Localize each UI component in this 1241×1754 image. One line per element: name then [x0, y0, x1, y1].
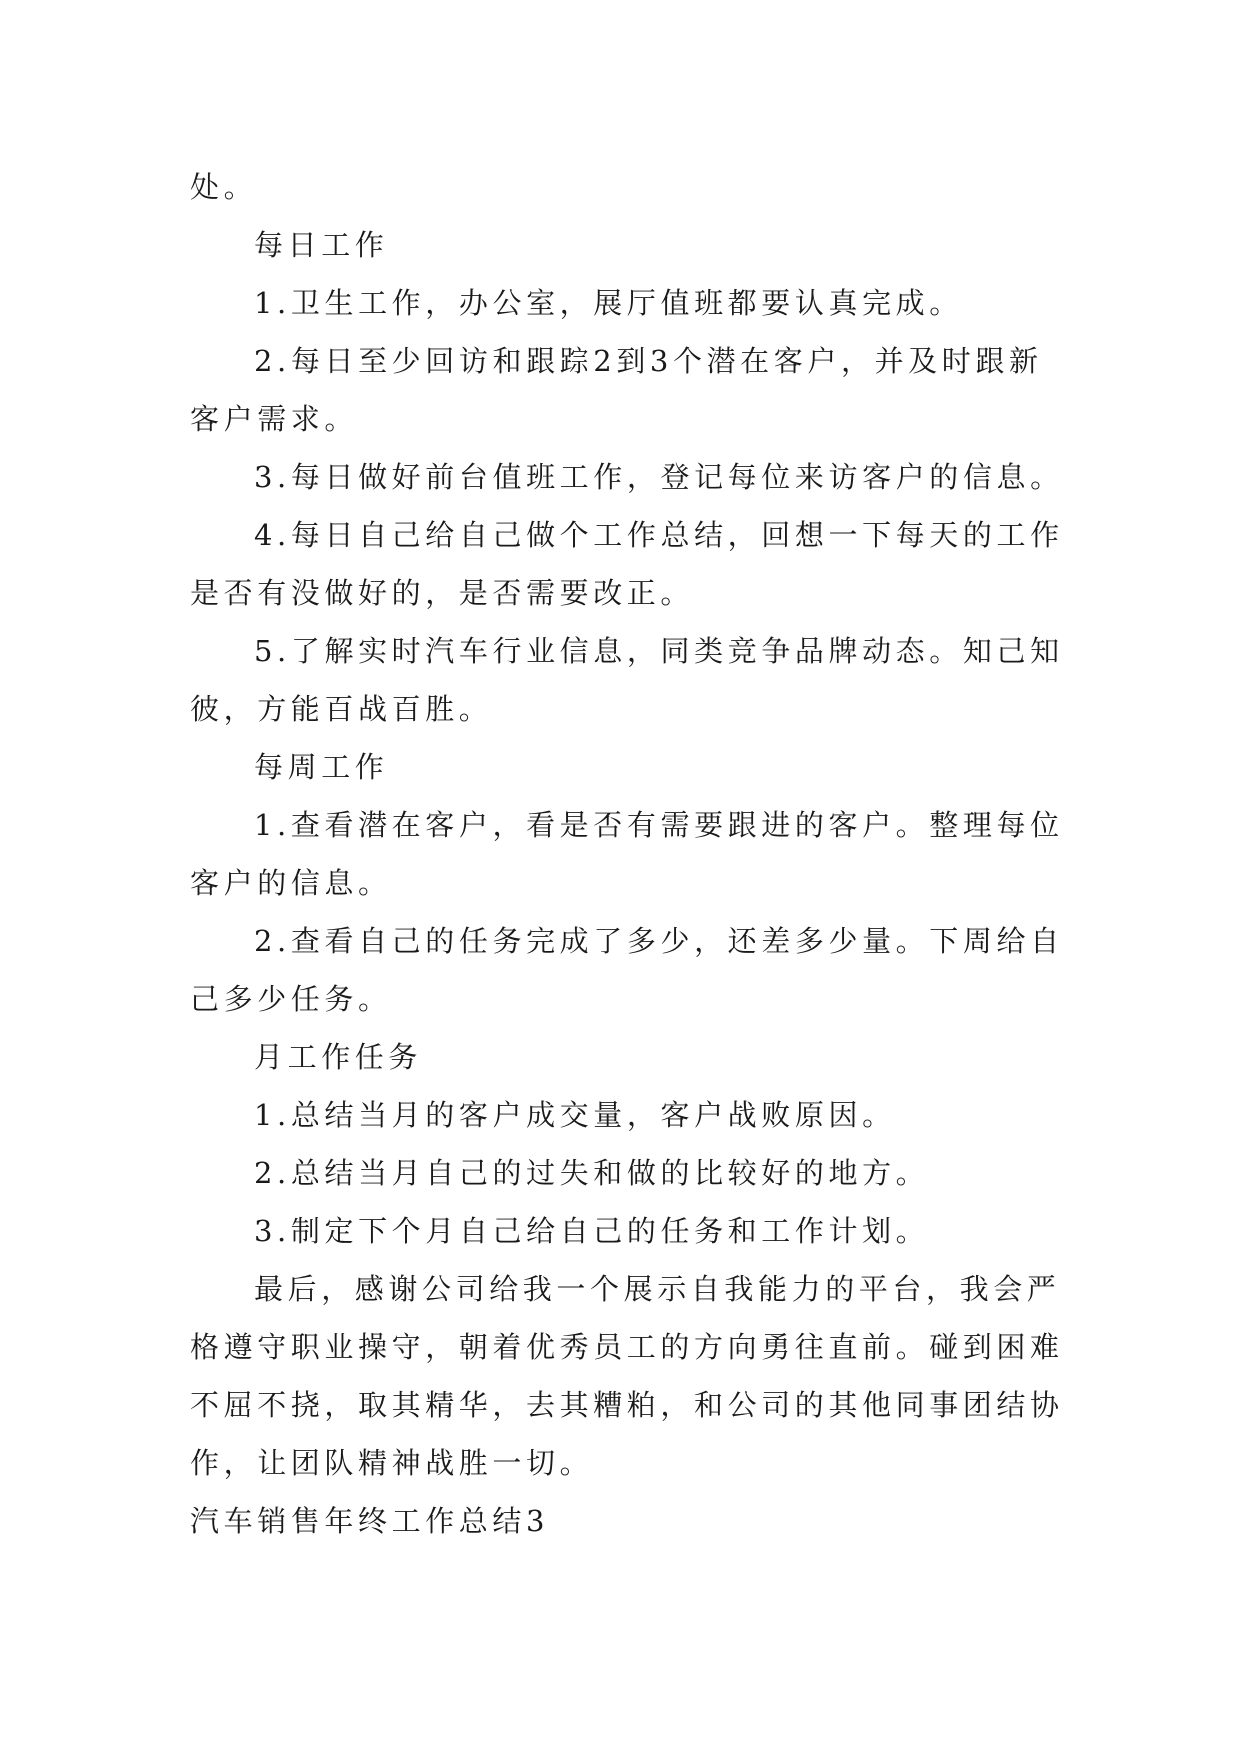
text-line-continuation: 处。 [190, 170, 258, 204]
daily-item-1: 1.卫生工作，办公室，展厅值班都要认真完成。 [254, 286, 963, 320]
daily-item-5-line-1: 5.了解实时汽车行业信息，同类竞争品牌动态。知己知 [254, 634, 1064, 668]
section-heading-daily: 每日工作 [254, 228, 389, 262]
daily-item-3: 3.每日做好前台值班工作，登记每位来访客户的信息。 [254, 460, 1064, 494]
section-heading-weekly: 每周工作 [254, 750, 389, 784]
daily-item-4-line-2: 是否有没做好的，是否需要改正。 [190, 576, 695, 610]
weekly-item-1-line-2: 客户的信息。 [190, 866, 392, 900]
closing-paragraph-line-4: 作，让团队精神战胜一切。 [190, 1446, 594, 1480]
monthly-item-1: 1.总结当月的客户成交量，客户战败原因。 [254, 1098, 896, 1132]
closing-paragraph-line-2: 格遵守职业操守，朝着优秀员工的方向勇往直前。碰到困难 [190, 1330, 1064, 1364]
weekly-item-2-line-2: 己多少任务。 [190, 982, 392, 1016]
closing-paragraph-line-1: 最后，感谢公司给我一个展示自我能力的平台，我会严 [254, 1272, 1061, 1306]
monthly-item-2: 2.总结当月自己的过失和做的比较好的地方。 [254, 1156, 930, 1190]
closing-paragraph-line-3: 不屈不挠，取其精华，去其糟粕，和公司的其他同事团结协 [190, 1388, 1064, 1422]
monthly-item-3: 3.制定下个月自己给自己的任务和工作计划。 [254, 1214, 930, 1248]
daily-item-2-line-1: 2.每日至少回访和跟踪2到3个潜在客户，并及时跟新 [254, 344, 1043, 378]
weekly-item-2-line-1: 2.查看自己的任务完成了多少，还差多少量。下周给自 [254, 924, 1064, 958]
weekly-item-1-line-1: 1.查看潜在客户，看是否有需要跟进的客户。整理每位 [254, 808, 1064, 842]
daily-item-4-line-1: 4.每日自己给自己做个工作总结，回想一下每天的工作 [254, 518, 1064, 552]
daily-item-5-line-2: 彼，方能百战百胜。 [190, 692, 493, 726]
section-heading-monthly: 月工作任务 [254, 1040, 423, 1074]
next-section-title: 汽车销售年终工作总结3 [190, 1504, 550, 1538]
daily-item-2-line-2: 客户需求。 [190, 402, 359, 436]
